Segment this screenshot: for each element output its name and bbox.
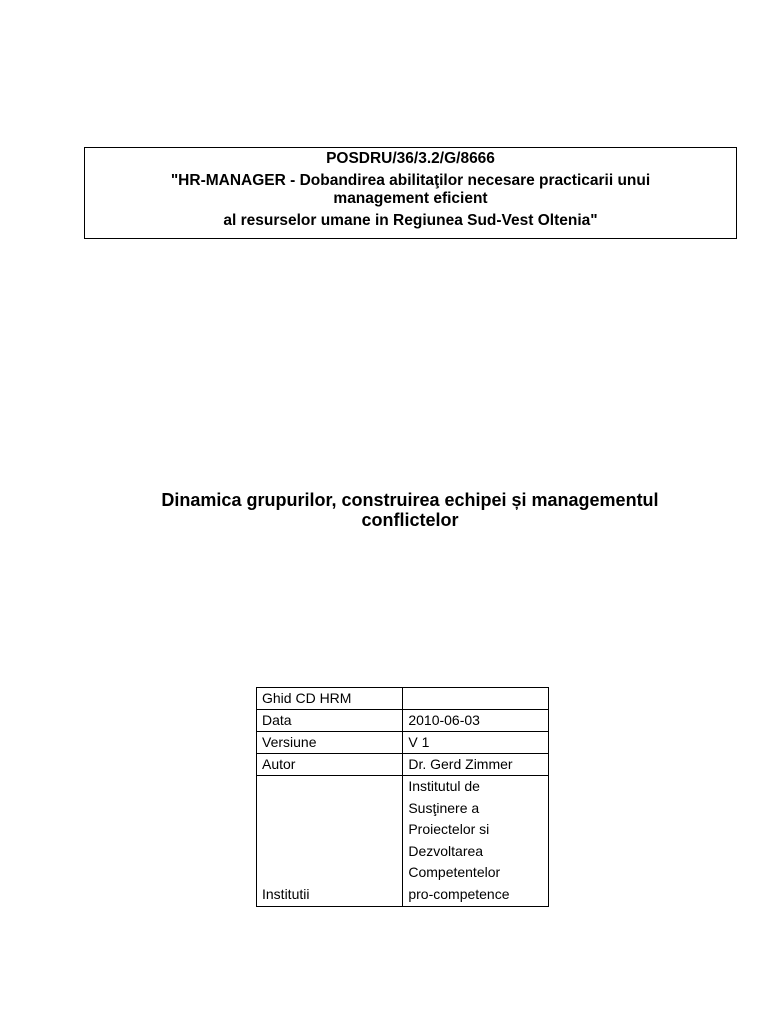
institutii-label: Institutii: [257, 776, 403, 907]
data-value: 2010-06-03: [403, 710, 549, 732]
institutii-value-line: pro-competence: [408, 885, 510, 902]
document-title: [60, 490, 760, 530]
ghid-label: Ghid CD HRM: [257, 688, 403, 710]
institutii-value-line: Competentelor: [408, 864, 501, 880]
project-header-box: [84, 147, 737, 239]
versiune-label: Versiune: [257, 732, 403, 754]
autor-value: Dr. Gerd Zimmer: [403, 754, 549, 776]
document-info-table: [256, 687, 549, 907]
ghid-value: [403, 688, 549, 710]
table-row: [257, 710, 549, 732]
table-row: [257, 732, 549, 754]
institutii-value-line: Susţinere a: [408, 799, 480, 816]
institutii-value-line: Institutul de: [408, 778, 480, 794]
data-label: Data: [257, 710, 403, 732]
table-row: [257, 688, 549, 710]
versiune-value: V 1: [403, 732, 549, 754]
institutii-value: [403, 776, 549, 907]
project-title-line-2: management eficient: [333, 190, 488, 207]
document-title-line-1: Dinamica grupurilor, construirea echipei și managementul: [161, 490, 659, 510]
autor-label: Autor: [257, 754, 403, 776]
institutii-value-line: Dezvoltarea: [408, 842, 484, 859]
project-title-line-3: al resurselor umane in Regiunea Sud-Vest Oltenia": [223, 211, 598, 229]
project-title-line-1: "HR-MANAGER - Dobandirea abilitaţilor necesare practicarii unui: [170, 171, 651, 189]
institutii-value-line: Proiectelor si: [408, 821, 490, 837]
table-row: [257, 776, 549, 907]
table-row: [257, 754, 549, 776]
project-code: POSDRU/36/3.2/G/8666: [326, 150, 495, 167]
document-title-line-2: conflictelor: [361, 510, 459, 530]
